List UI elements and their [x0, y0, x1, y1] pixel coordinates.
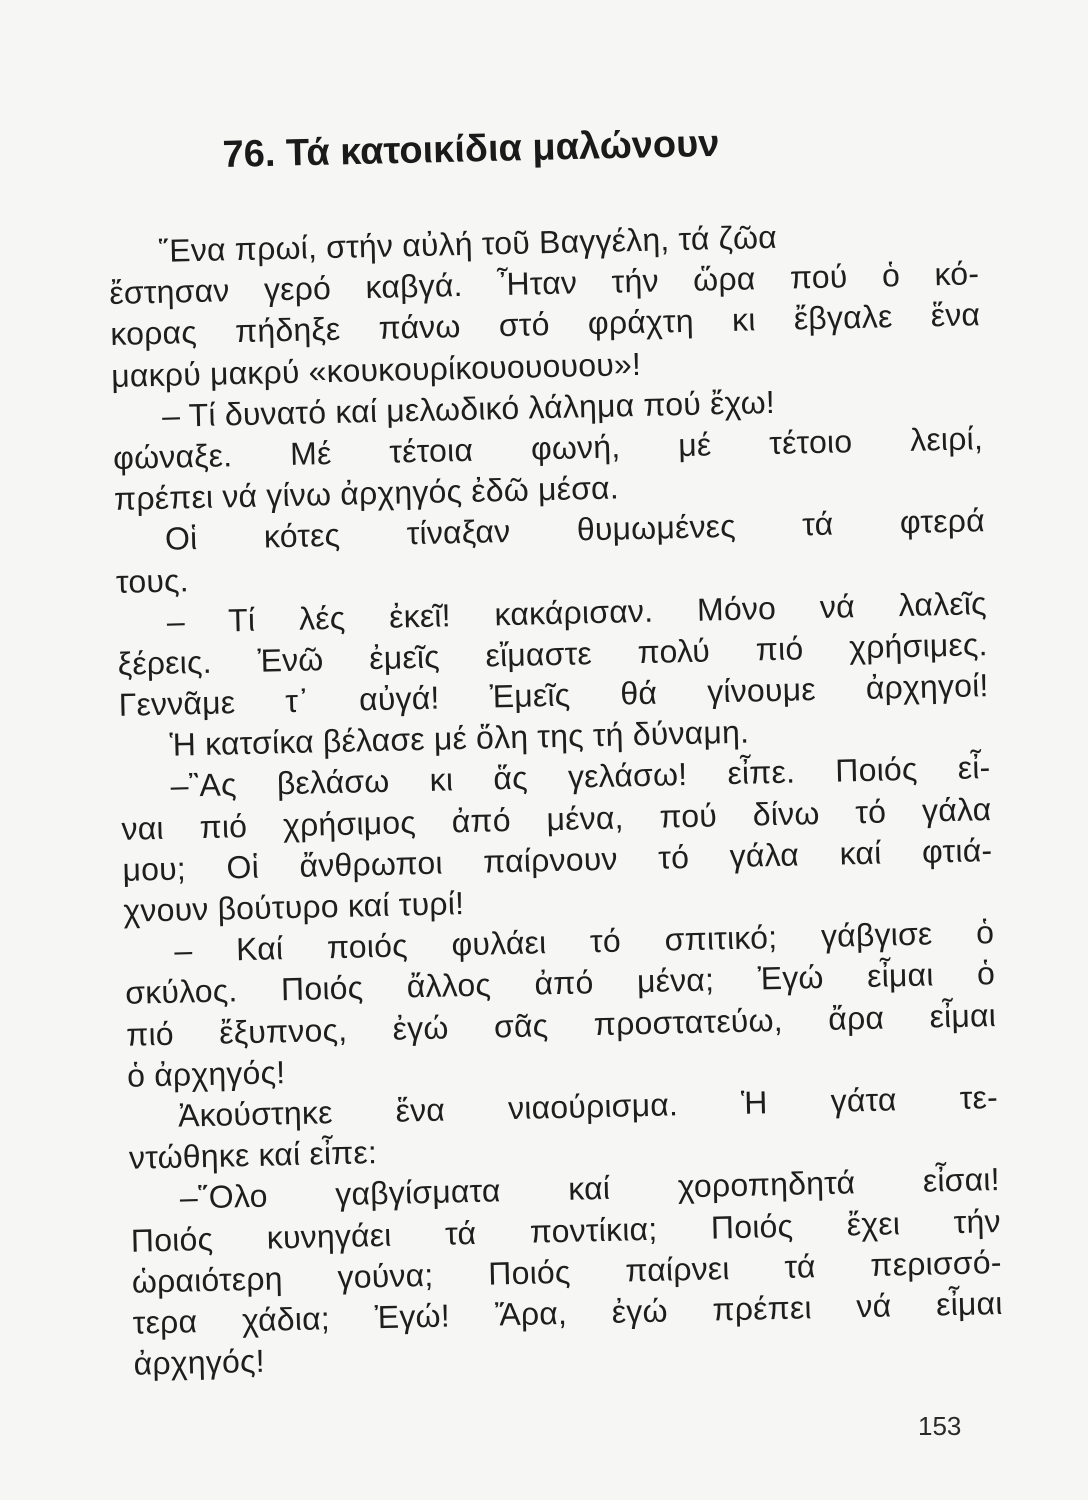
chapter-title: 76. Τά κατοικίδια μαλώνουν	[222, 122, 720, 176]
text-line: ἀρχηγός!	[133, 1342, 266, 1382]
text-line: Οἱ κότες τίναξαν θυμωμένες τά φτερά	[164, 502, 986, 558]
text-line: τερα χάδια; Ἐγώ! Ἄρα, ἐγώ πρέπει νά εἶμαι	[132, 1284, 1003, 1341]
text-line: κορας πήδηξε πάνω στό φράχτη κι ἔβγαλε ἕνα	[109, 296, 981, 353]
text-line: πιό ἔξυπνος, ἐγώ σᾶς προστατεύω, ἄρα εἶμαι	[125, 996, 997, 1053]
text-line: σκύλος. Ποιός ἄλλος ἀπό μένα; Ἐγώ εἶμαι ὁ	[124, 955, 996, 1012]
text-line: μακρύ μακρύ «κουκουρίκουουουου»!	[110, 345, 642, 394]
text-line: ξέρεις. Ἐνῶ ἐμεῖς εἴμαστε πολύ πιό χρήσιμες.	[117, 626, 988, 682]
text-line: –῍Ας βελάσω κι ἅς γελάσω! εἶπε. Ποιός εἶ-	[170, 749, 991, 805]
text-line: – Τί δυνατό καί μελωδικό λάλημα πού ἔχω!	[161, 383, 776, 434]
text-line: πρέπει νά γίνω ἀρχηγός ἐδῶ μέσα.	[113, 469, 620, 518]
text-line: μου; Οἱ ἄνθρωποι παίρνουν τό γάλα καί φτιά-	[122, 831, 993, 888]
text-line: Ἡ κατσίκα βέλασε μέ ὅλη της τή δύναμη.	[169, 713, 750, 763]
text-line: ῞Ενα πρωί, στήν αὐλή τοῦ Βαγγέλη, τά ζῶα	[158, 218, 778, 269]
text-line: –῞Ολο γαβγίσματα καί χοροπηδητά εἶσαι!	[179, 1161, 1001, 1216]
text-line: – Τί λές ἐκεῖ! κακάρισαν. Μόνο νά λαλεῖς	[166, 584, 988, 640]
text-line: – Καί ποιός φυλάει τό σπιτικό; γάβγισε ὁ	[173, 914, 995, 969]
page-number: 153	[918, 1411, 962, 1441]
text-line: τους.	[115, 561, 190, 600]
text-line: ὁ ἀρχηγός!	[126, 1053, 286, 1094]
story-text	[108, 212, 1004, 1385]
text-line: Ἀκούστηκε ἕνα νιαούρισμα. Ἡ γάτα τε-	[177, 1078, 999, 1134]
text-line: Ποιός κυνηγάει τά ποντίκια; Ποιός ἔχει τήν	[130, 1202, 1002, 1259]
text-line: Γεννᾶμε τ᾽ αὐγά! Ἐμεῖς θά γίνουμε ἀρχηγοί!	[118, 667, 989, 723]
text-line: ἔστησαν γερό καβγά. Ἦταν τήν ὥρα πού ὁ κό-	[108, 255, 980, 312]
text-line: χνουν βούτυρο καί τυρί!	[122, 885, 465, 929]
text-line: ντώθηκε καί εἶπε:	[128, 1134, 378, 1176]
text-line: φώναξε. Μέ τέτοια φωνή, μέ τέτοιο λειρί,	[112, 420, 984, 476]
text-line: ὡραιότερη γούνα; Ποιός παίρνει τά περισσό-	[131, 1243, 1002, 1300]
text-line: ναι πιό χρήσιμος ἀπό μένα, πού δίνω τό γάλα	[121, 790, 992, 847]
